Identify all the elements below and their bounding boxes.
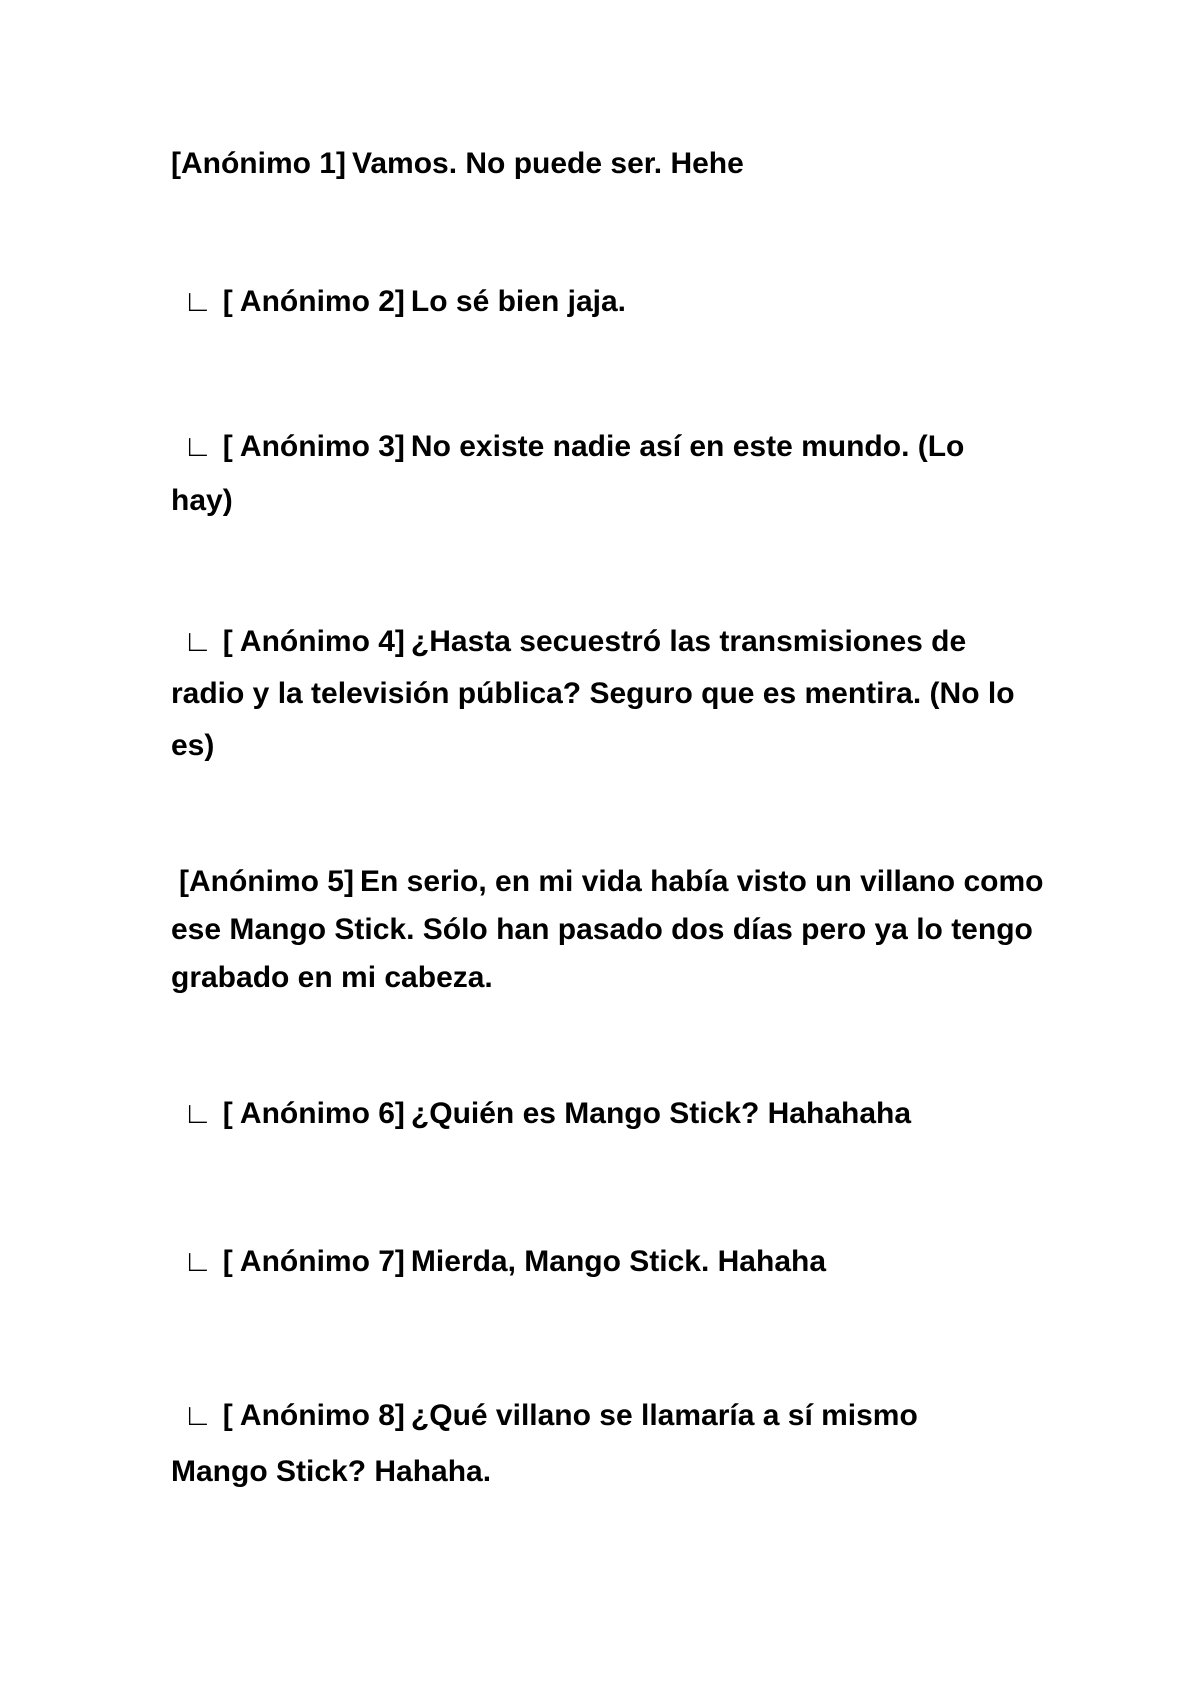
comment-author: [Anónimo 1] [171, 147, 346, 180]
comment-text: ¿Quién es Mango Stick? Hahahaha [410, 1097, 912, 1130]
comment-8 [171, 1388, 971, 1500]
comment-7 [171, 1240, 1031, 1284]
comment-text: Vamos. No puede ser. Hehe [351, 147, 744, 180]
comment-text: ¿Qué villano se llamaría a sí mismo Mango Stick? Hahaha. [171, 1399, 918, 1488]
comment-author: [ Anónimo 7] [222, 1245, 405, 1278]
comment-5 [171, 858, 1051, 1002]
reply-marker-icon: ∟ [183, 625, 213, 658]
reply-marker-icon: ∟ [183, 1097, 213, 1130]
reply-marker-icon: ∟ [183, 430, 213, 463]
comment-author: [Anónimo 5] [179, 865, 354, 898]
comment-3 [171, 420, 1001, 528]
comment-author: [ Anónimo 3] [222, 430, 405, 463]
reply-marker-icon: ∟ [183, 1245, 213, 1278]
comment-author: [ Anónimo 8] [222, 1399, 405, 1432]
comment-2 [171, 280, 1031, 324]
comment-author: [ Anónimo 6] [222, 1097, 405, 1130]
reply-marker-icon: ∟ [183, 285, 213, 318]
comment-author: [ Anónimo 4] [222, 625, 405, 658]
comment-text: Lo sé bien jaja. [410, 285, 626, 318]
comment-text: En serio, en mi vida había visto un villano como ese Mango Stick. Sólo han pasado dos días pero ya lo tengo grabado en mi cabeza. [171, 865, 1044, 994]
comment-text: Mierda, Mango Stick. Hahaha [410, 1245, 827, 1278]
reply-marker-icon: ∟ [183, 1399, 213, 1432]
comment-text: No existe nadie así en este mundo. (Lo hay) [171, 430, 965, 517]
comment-text: ¿Hasta secuestró las transmisiones de radio y la televisión pública? Seguro que es mentira. (No lo es) [171, 625, 1015, 762]
comment-author: [ Anónimo 2] [222, 285, 405, 318]
comment-6 [171, 1092, 1031, 1136]
comment-4 [171, 616, 1031, 772]
comment-1 [171, 142, 1031, 186]
